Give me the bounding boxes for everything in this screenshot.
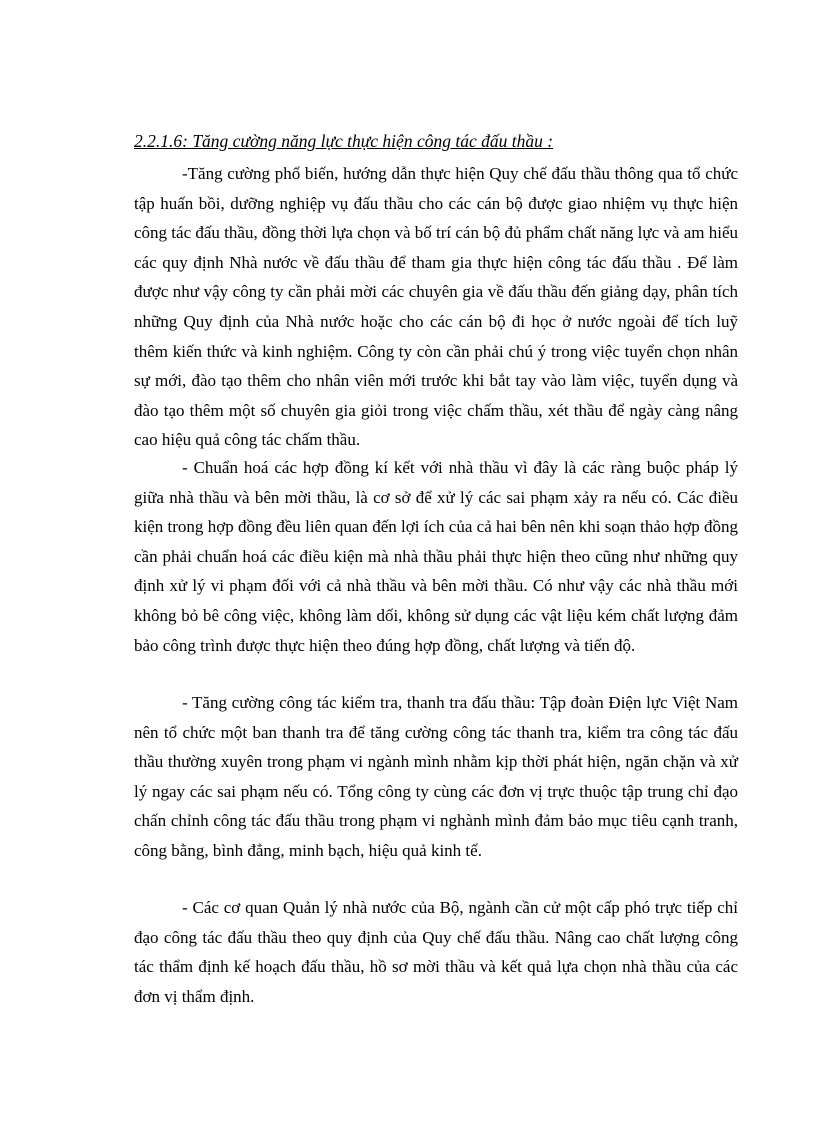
paragraph-contracts: - Chuẩn hoá các hợp đồng kí kết với nhà thầu vì đây là các ràng buộc pháp lý giữa nhà thầu và bên mời thầu, là cơ sở để xử lý các sai phạm xảy ra nếu có. Các điều kiện trong hợp đồng đều liên quan đến lợi ích của cả hai bên nên khi soạn thảo hợp đồng cần phải chuẩn hoá các điều kiện mà nhà thầu phải thực hiện theo cũng như những quy định xử lý vi phạm đối với cả nhà thầu và bên mời thầu. Có như vậy các nhà thầu mới không bỏ bê công việc, không làm dối, không sử dụng các vật liệu kém chất lượng đảm bảo công trình được thực hiện theo đúng hợp đồng, chất lượng và tiến độ. [134, 458, 738, 655]
section-heading: 2.2.1.6: Tăng cường năng lực thực hiện công tác đấu thầu : [134, 131, 554, 151]
paragraph-state-agencies: - Các cơ quan Quản lý nhà nước của Bộ, ngành cần cử một cấp phó trực tiếp chỉ đạo công tác đấu thầu theo quy định của Quy chế đấu thầu. Nâng cao chất lượng công tác thẩm định kế hoạch đấu thầu, hồ sơ mời thầu và kết quả lựa chọn nhà thầu của các đơn vị thẩm định. [134, 898, 738, 1006]
paragraph-inspection: - Tăng cường công tác kiểm tra, thanh tra đấu thầu: Tập đoàn Điện lực Việt Nam nên tổ chức một ban thanh tra để tăng cường công tác thanh tra, kiểm tra công tác đấu thầu thường xuyên trong phạm vi ngành mình nhằm kịp thời phát hiện, ngăn chặn và xử lý ngay các sai phạm nếu có. Tổng công ty cùng các đơn vị trực thuộc tập trung chỉ đạo chấn chỉnh công tác đấu thầu trong phạm vi nghành mình đảm bảo mục tiêu cạnh tranh, công bằng, bình đẳng, minh bạch, hiệu quả kinh tế. [134, 693, 738, 860]
paragraph-training: -Tăng cường phổ biến, hướng dẫn thực hiện Quy chế đấu thầu thông qua tổ chức tập huấn bồi, dưỡng nghiệp vụ đấu thầu cho các cán bộ được giao nhiệm vụ thực hiện công tác đấu thầu, đồng thời lựa chọn và bố trí cán bộ đủ phẩm chất năng lực và am hiểu các quy định Nhà nước về đấu thầu để tham gia thực hiện công tác đấu thầu . Để làm được như vậy công ty cần phải mời các chuyên gia về đấu thầu đến giảng dạy, phân tích những Quy định của Nhà nước hoặc cho các cán bộ đi học ở nước ngoài để tích luỹ thêm kiến thức và kinh nghiệm. Công ty còn cần phải chú ý trong việc tuyển chọn nhân sự mới, đào tạo thêm cho nhân viên mới trước khi bắt tay vào làm việc, tuyển dụng và đào tạo thêm một số chuyên gia giỏi trong việc chấm thầu, xét thầu để ngày càng nâng cao hiệu quả công tác chấm thầu. [134, 164, 738, 450]
